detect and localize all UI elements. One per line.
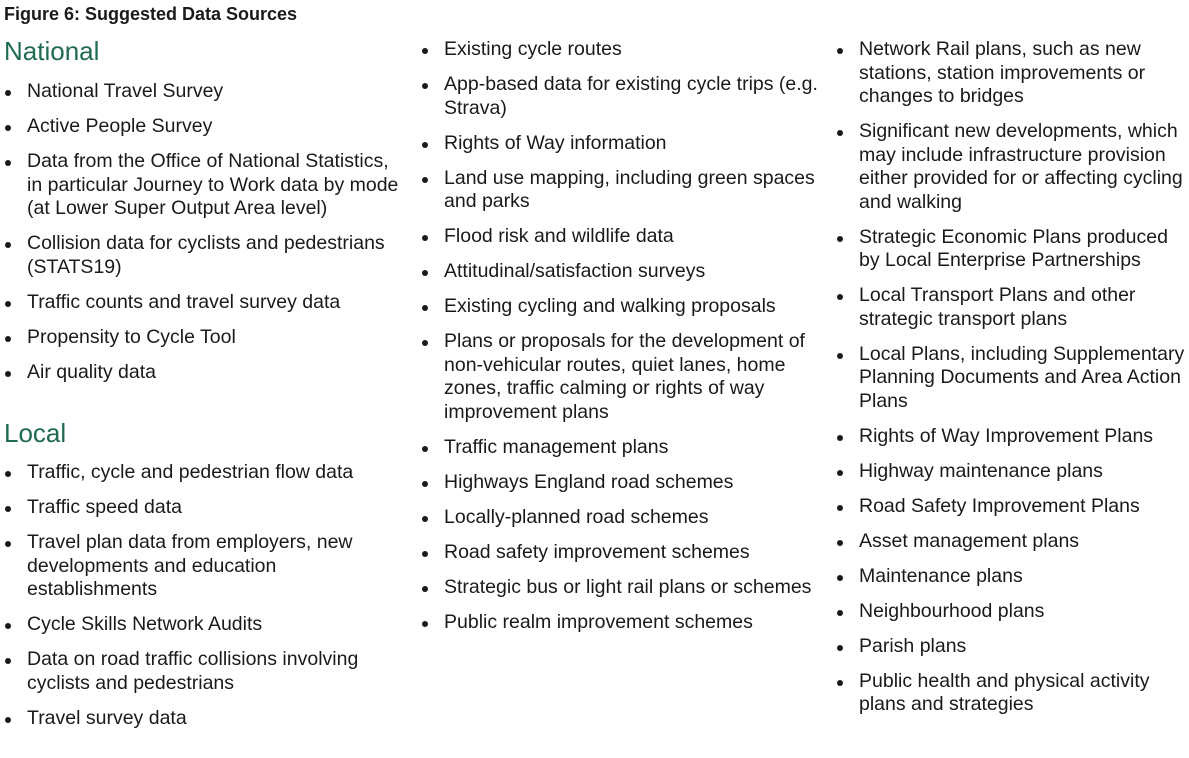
list-item: Road Safety Improvement Plans: [836, 495, 1189, 519]
list-item: Public realm improvement schemes: [421, 611, 826, 635]
list-item: Highways England road schemes: [421, 471, 826, 495]
list-item: Strategic Economic Plans produced by Local Enterprise Partnerships: [836, 226, 1189, 273]
list-item: Highway maintenance plans: [836, 460, 1189, 484]
list-item: Collision data for cyclists and pedestrians (STATS19): [4, 232, 404, 279]
list-item: Network Rail plans, such as new stations, station improvements or changes to bridges: [836, 38, 1189, 109]
list-item: Rights of Way Improvement Plans: [836, 425, 1189, 449]
list-item: Strategic bus or light rail plans or schemes: [421, 576, 826, 600]
list-column-2: [421, 38, 826, 646]
list-item: Propensity to Cycle Tool: [4, 326, 404, 350]
list-item: Maintenance plans: [836, 565, 1189, 589]
list-item: Local Transport Plans and other strategic transport plans: [836, 284, 1189, 331]
list-item: Local Plans, including Supplementary Planning Documents and Area Action Plans: [836, 343, 1189, 414]
list-column-3: [836, 38, 1189, 728]
list-item: Flood risk and wildlife data: [421, 225, 826, 249]
list-item: Cycle Skills Network Audits: [4, 613, 404, 637]
list-item: National Travel Survey: [4, 80, 404, 104]
list-item: Land use mapping, including green spaces and parks: [421, 167, 826, 214]
list-item: Plans or proposals for the development of non-vehicular routes, quiet lanes, home zones, traffic calming or rights of way improvement plans: [421, 330, 826, 424]
list-item: Asset management plans: [836, 530, 1189, 554]
list-item: Air quality data: [4, 361, 404, 385]
list-item: Neighbourhood plans: [836, 600, 1189, 624]
list-item: Locally-planned road schemes: [421, 506, 826, 530]
list-item: Public health and physical activity plans and strategies: [836, 670, 1189, 717]
list-national: [4, 80, 404, 396]
list-item: Traffic speed data: [4, 496, 404, 520]
list-item: Existing cycle routes: [421, 38, 826, 62]
list-item: Attitudinal/satisfaction surveys: [421, 260, 826, 284]
list-item: Data from the Office of National Statistics, in particular Journey to Work data by mode (at Lower Super Output Area level): [4, 150, 404, 221]
figure-title: Figure 6: Suggested Data Sources: [4, 4, 298, 24]
list-item: Road safety improvement schemes: [421, 541, 826, 565]
list-item: Traffic, cycle and pedestrian flow data: [4, 461, 404, 485]
list-item: App-based data for existing cycle trips (e.g. Strava): [421, 73, 826, 120]
list-item: Data on road traffic collisions involving cyclists and pedestrians: [4, 648, 404, 695]
heading-national: National: [4, 36, 100, 66]
list-item: Traffic management plans: [421, 436, 826, 460]
list-local: [4, 461, 404, 742]
list-item: Active People Survey: [4, 115, 404, 139]
list-item: Rights of Way information: [421, 132, 826, 156]
list-item: Existing cycling and walking proposals: [421, 295, 826, 319]
heading-local: Local: [4, 418, 67, 448]
list-item: Parish plans: [836, 635, 1189, 659]
list-item: Traffic counts and travel survey data: [4, 291, 404, 315]
list-item: Significant new developments, which may include infrastructure provision either provided for or affecting cycling and walking: [836, 120, 1189, 214]
list-item: Travel plan data from employers, new developments and education establishments: [4, 531, 404, 602]
list-item: Travel survey data: [4, 707, 404, 731]
